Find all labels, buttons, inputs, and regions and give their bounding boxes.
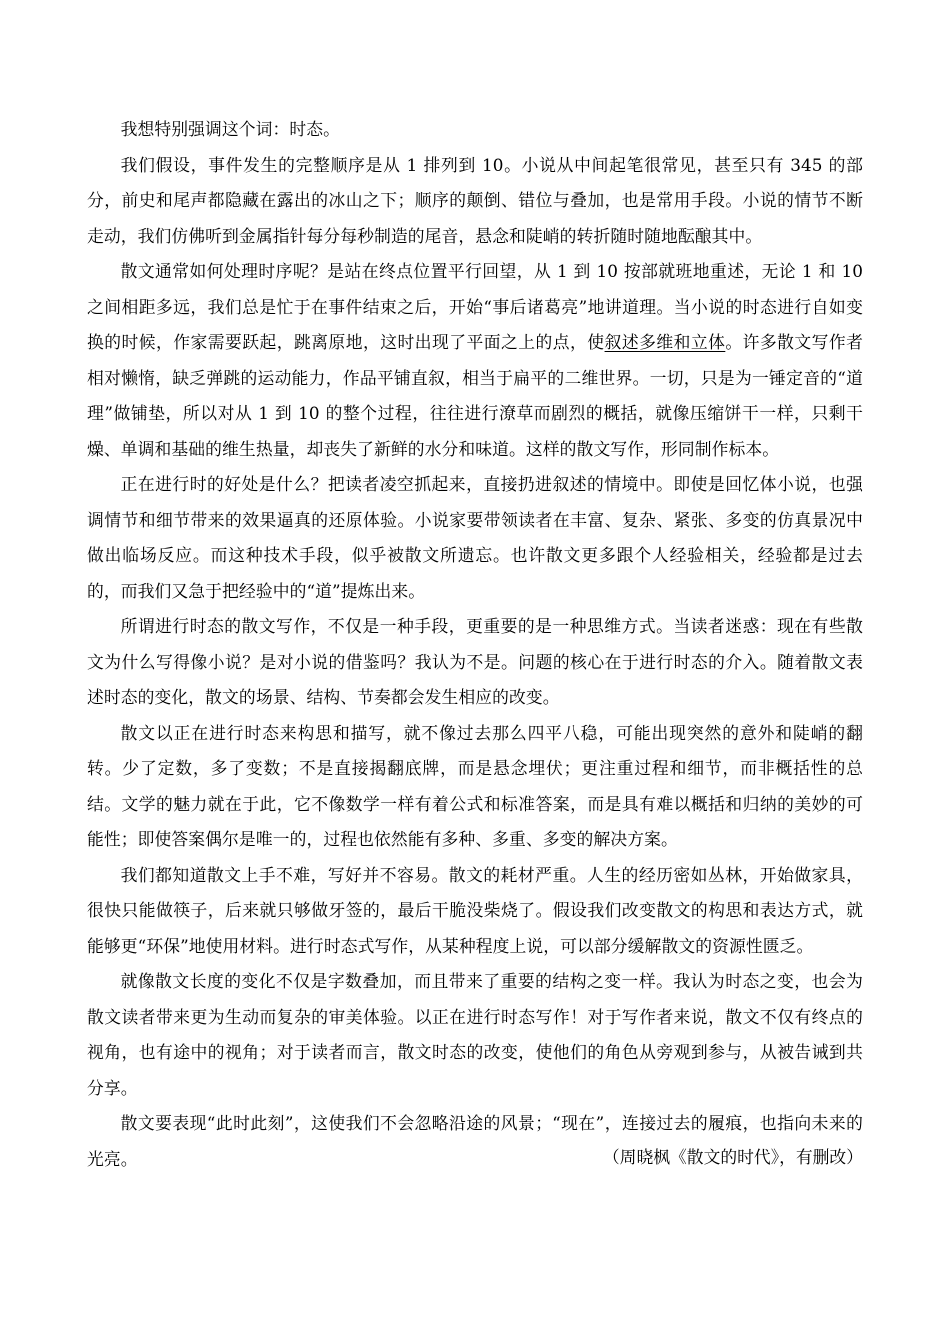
paragraph-2: 我们假设，事件发生的完整顺序是从 1 排列到 10。小说从中间起笔很常见，甚至只有 345 的部分，前史和尾声都隐藏在露出的冰山之下；顺序的颠倒、错位与叠加，也是常用手段。小说的情节不断走动，我们仿佛听到金属指针每分每秒制造的尾音，悬念和陡峭的转折随时随地酝酿其中。 — [87, 154, 863, 246]
paragraph-3 — [87, 254, 863, 467]
paragraph-8: 就像散文长度的变化不仅是字数叠加，而且带来了重要的结构之变一样。我认为时态之变，也会为散文读者带来更为生动而复杂的审美体验。以正在进行时态写作！对于写作者来说，散文不仅有终点的视角，也有途中的视角；对于读者而言，散文时态的改变，使他们的角色从旁观到参与，从被告诫到共分享。 — [87, 971, 863, 1098]
article-body — [87, 112, 863, 1177]
underlined-phrase: 叙述多维和立体 — [604, 332, 726, 352]
paragraph-4: 正在进行时的好处是什么？把读者凌空抓起来，直接扔进叙述的情境中。即使是回忆体小说，也强调情节和细节带来的效果逼真的还原体验。小说家要带领读者在丰富、复杂、紧张、多变的仿真景况中做出临场反应。而这种技术手段，似乎被散文所遗忘。也许散文更多跟个人经验相关，经验都是过去的，而我们又急于把经验中的“道”提炼出来。 — [87, 474, 863, 601]
paragraph-1: 我想特别强调这个词：时态。 — [120, 119, 341, 139]
paragraph-5: 所谓进行时态的散文写作，不仅是一种手段，更重要的是一种思维方式。当读者迷惑：现在有些散文为什么写得像小说？是对小说的借鉴吗？我认为不是。问题的核心在于进行时态的介入。随着散文表述时态的变化，散文的场景、结构、节奏都会发生相应的改变。 — [87, 616, 863, 707]
paragraph-3-text-a: 散文通常如何处理时序呢？是站在终点位置平行回望，从 1 到 10 按部就班地重述，无论 1 和 10 之间相距多远，我们总是忙于在事件结束之后，开始“事后诸葛亮”地讲道理。当小说的时态进行自如变换的时候，作家需要跃起，跳离原地，这时出现了平面之上的点，使 — [87, 261, 863, 352]
paragraph-7: 我们都知道散文上手不难，写好并不容易。散文的耗材严重。人生的经历密如丛林，开始做家具，很快只能做筷子，后来就只够做牙签的，最后干脆没柴烧了。假设我们改变散文的构思和表达方式，就能够更“环保”地使用材料。进行时态式写作，从某种程度上说，可以部分缓解散文的资源性匮乏。 — [87, 864, 863, 956]
paragraph-9: 散文要表现“此时此刻”，这使我们不会忽略沿途的风景；“现在”，连接过去的履痕，也指向未来的光亮。 — [87, 1113, 863, 1169]
paragraph-6: 散文以正在进行时态来构思和描写，就不像过去那么四平八稳，可能出现突然的意外和陡峭的翻转。少了定数，多了变数；不是直接揭翻底牌，而是悬念埋伏；更注重过程和细节，而非概括性的总结。文学的魅力就在于此，它不像数学一样有着公式和标准答案，而是具有难以概括和归纳的美妙的可能性；即使答案偶尔是唯一的，过程也依然能有多种、多重、多变的解决方案。 — [87, 722, 863, 849]
paragraph-3-text-b: 。许多散文写作者相对懒惰，缺乏弹跳的运动能力，作品平铺直叙，相当于扁平的二维世界。一切，只是为一锤定音的“道理”做铺垫，所以对从 1 到 10 的整个过程，往往进行潦草而剧烈的概括，就像压缩饼干一样，只剩干燥、单调和基础的维生热量，却丧失了新鲜的水分和味道。这样的散文写作，形同制作标本。 — [87, 332, 863, 459]
source-citation: （周晓枫《散文的时代》，有删改） — [602, 1147, 863, 1167]
